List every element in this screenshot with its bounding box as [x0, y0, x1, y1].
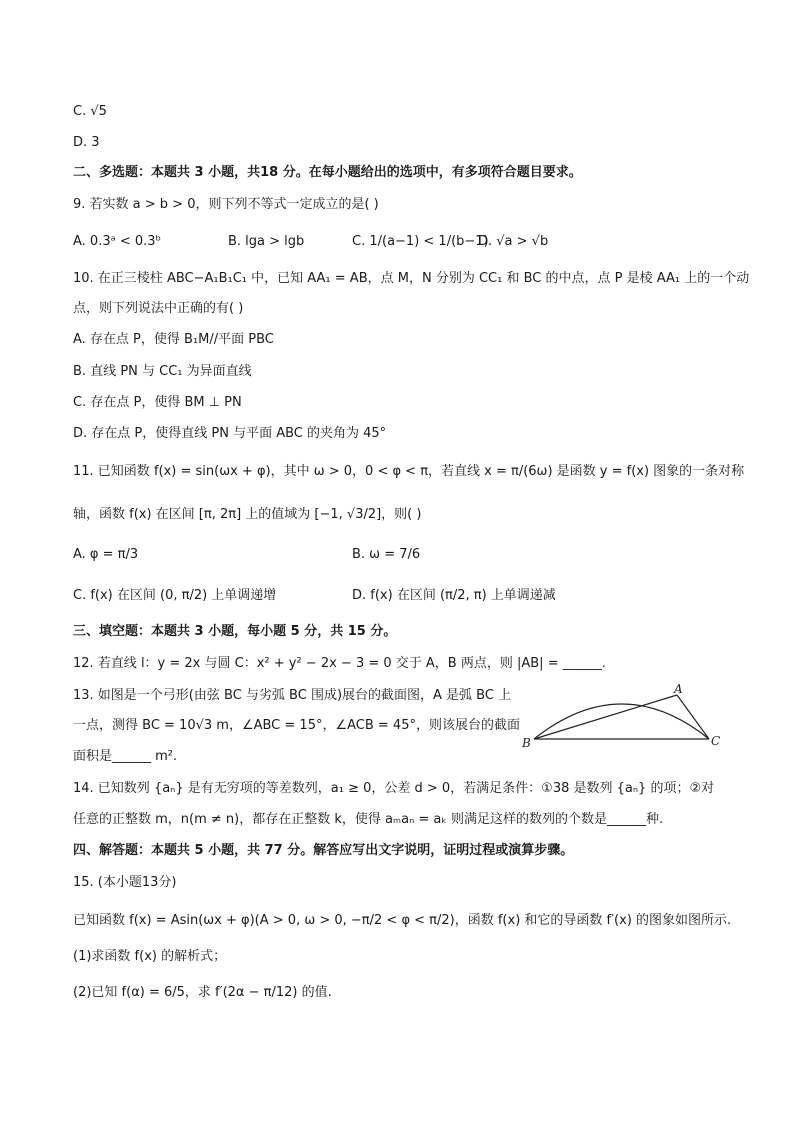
option-c-q8: C. √5: [73, 104, 107, 119]
question-15-stem: 已知函数 f(x) = Asin(ωx + φ)(A > 0, ω > 0, −π/2 < φ < π/2)，函数 f(x) 和它的导函数 f′(x) 的图象如图所示.: [73, 913, 732, 928]
q10-option-b: B. 直线 PN 与 CC₁ 为异面直线: [73, 364, 252, 379]
q9-option-a: A. 0.3ᵃ < 0.3ᵇ: [73, 234, 162, 249]
question-10-line1: 10. 在正三棱柱 ABC−A₁B₁C₁ 中，已知 AA₁ = AB，点 M，N 分别为 CC₁ 和 BC 的中点，点 P 是棱 AA₁ 上的一个动: [73, 271, 750, 286]
question-11-line1: 11. 已知函数 f(x) = sin(ωx + φ)，其中 ω > 0，0 < φ < π，若直线 x = π/(6ω) 是函数 y = f(x) 图象的一条对称: [73, 464, 745, 479]
arc-bc: [534, 704, 709, 739]
q10-option-d: D. 存在点 P，使得直线 PN 与平面 ABC 的夹角为 45°: [73, 426, 387, 441]
question-14-line1: 14. 已知数列 {aₙ} 是有无穷项的等差数列，a₁ ≥ 0，公差 d > 0，若满足条件：①38 是数列 {aₙ} 的项；②对: [73, 781, 715, 796]
q11-option-b: B. ω = 7/6: [352, 547, 421, 562]
section-3-heading: 三、填空题：本题共 3 小题，每小题 5 分，共 15 分。: [73, 624, 397, 639]
question-10-line2: 点，则下列说法中正确的有( ): [73, 301, 244, 316]
question-13-line1: 13. 如图是一个弓形(由弦 BC 与劣弧 BC 围成)展台的截面图，A 是弧 BC 上: [73, 688, 512, 703]
q9-option-b: B. lga > lgb: [228, 234, 305, 249]
question-13-line2: 一点，测得 BC = 10√3 m，∠ABC = 15°，∠ACB = 45°，则该展台的截面: [73, 718, 520, 733]
label-b: B: [522, 736, 531, 749]
section-2-heading: 二、多选题：本题共 3 小题，共18 分。在每小题给出的选项中，有多项符合题目要求。: [73, 165, 582, 180]
question-15-part2: (2)已知 f(α) = 6/5，求 f′(2α − π/12) 的值.: [73, 985, 332, 1000]
q9-option-c: C. 1/(a−1) < 1/(b−1): [352, 234, 489, 249]
q10-option-a: A. 存在点 P，使得 B₁M//平面 PBC: [73, 332, 274, 347]
q9-option-d: D. √a > √b: [478, 234, 549, 249]
q10-option-c: C. 存在点 P，使得 BM ⊥ PN: [73, 395, 242, 410]
question-15-heading: 15. (本小题13分): [73, 875, 177, 890]
section-4-heading: 四、解答题：本题共 5 小题，共 77 分。解答应写出文字说明，证明过程或演算步骤。: [73, 843, 574, 858]
q11-option-d: D. f(x) 在区间 (π/2, π) 上单调递减: [352, 588, 556, 603]
segment-ac: [677, 695, 709, 739]
segment-figure: [520, 683, 725, 749]
question-13-line3: 面积是______ m².: [73, 749, 178, 764]
question-12: 12. 若直线 l：y = 2x 与圆 C：x² + y² − 2x − 3 = 0 交于 A，B 两点，则 |AB| = ______.: [73, 656, 606, 671]
q11-option-a: A. φ = π/3: [73, 547, 139, 562]
question-9: 9. 若实数 a > b > 0，则下列不等式一定成立的是( ): [73, 197, 379, 212]
question-15-part1: (1)求函数 f(x) 的解析式；: [73, 949, 227, 964]
question-11-line2: 轴，函数 f(x) 在区间 [π, 2π] 上的值域为 [−1, √3/2]，则( ): [73, 507, 422, 522]
label-c: C: [711, 734, 721, 748]
option-d-q8: D. 3: [73, 135, 100, 150]
q11-option-c: C. f(x) 在区间 (0, π/2) 上单调递增: [73, 588, 277, 603]
segment-ab: [534, 695, 677, 739]
question-14-line2: 任意的正整数 m，n(m ≠ n)，都存在正整数 k，使得 aₘaₙ = aₖ 则满足这样的数列的个数是______种.: [73, 812, 664, 827]
label-a: A: [674, 683, 683, 696]
